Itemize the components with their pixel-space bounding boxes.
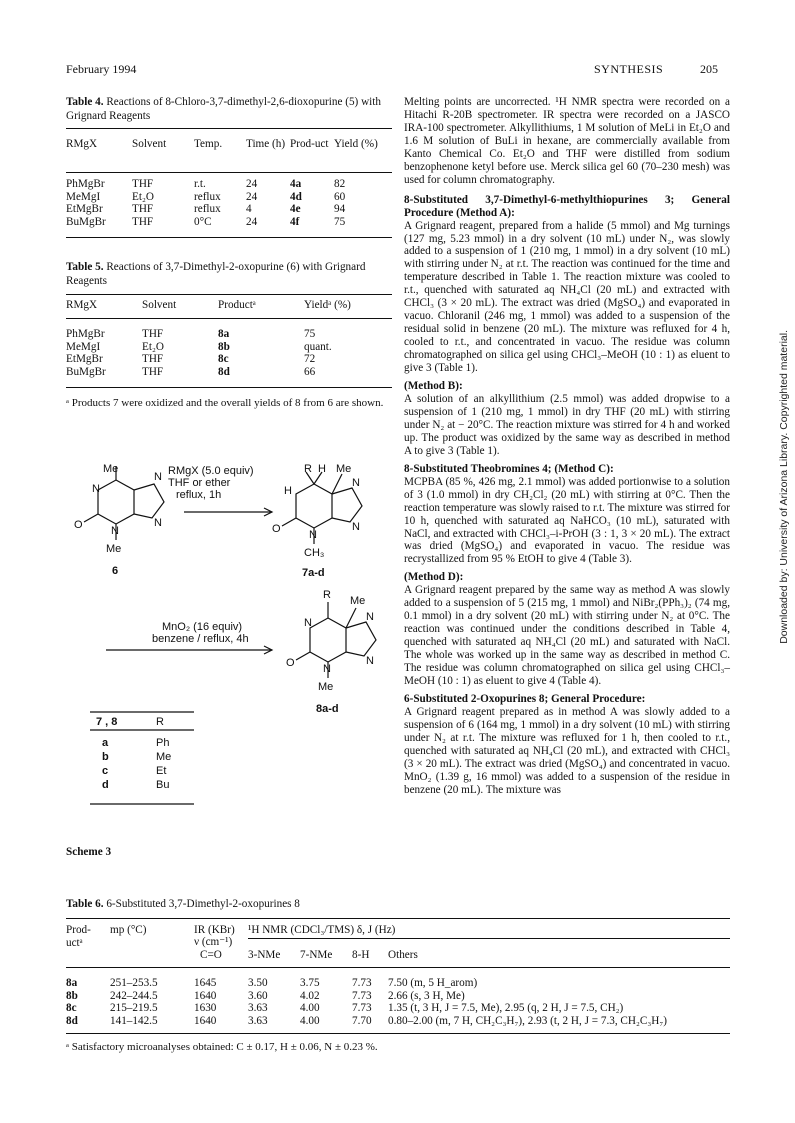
table6-cell: 7.73 bbox=[352, 977, 372, 989]
c8-me: Me bbox=[350, 595, 366, 607]
c6-n1: N bbox=[92, 483, 100, 495]
table4-header-row bbox=[66, 138, 392, 151]
table4-cell: THF bbox=[132, 178, 154, 190]
table6-top-rule bbox=[66, 918, 730, 919]
c8-o: O bbox=[286, 657, 295, 669]
table6-cell: 4.02 bbox=[300, 989, 320, 1002]
table5-col-rmgx: RMgX bbox=[66, 299, 98, 311]
table5-body bbox=[66, 328, 392, 378]
table6-cell: 7.73 bbox=[352, 989, 372, 1002]
table5-cell: PhMgBr bbox=[66, 328, 105, 340]
table5-cell: 72 bbox=[304, 353, 316, 366]
legend-key: a bbox=[102, 737, 109, 749]
table6-col-ir-sub: C=O bbox=[200, 949, 222, 961]
table6-cell: 251–253.5 bbox=[110, 977, 158, 989]
c7-h: H bbox=[318, 463, 326, 475]
table6-cell: 8b bbox=[66, 989, 78, 1002]
c8-n1: N bbox=[304, 617, 312, 629]
table6-cell: 4.00 bbox=[300, 1014, 320, 1027]
c6-n9: N bbox=[154, 517, 162, 529]
table6-cell: 7.50 (m, 5 H_arom) bbox=[388, 977, 478, 989]
compound-7-label: 7a-d bbox=[302, 567, 325, 579]
table4-cell: 4f bbox=[290, 215, 300, 228]
table5-cell: quant. bbox=[304, 340, 332, 353]
table5-col-product: Productᵃ bbox=[218, 299, 256, 311]
table4-col-temp: Temp. bbox=[194, 138, 223, 150]
c7-me: Me bbox=[336, 463, 352, 475]
table6-bottom-rule bbox=[66, 1033, 730, 1034]
table6-col-mp: mp (°C) bbox=[110, 924, 147, 936]
table4-cell: r.t. bbox=[194, 178, 206, 190]
table4-top-rule bbox=[66, 128, 392, 129]
table4-cell: 4a bbox=[290, 178, 302, 190]
table6-cell: 0.80–2.00 (m, 7 H, CH₂C₃H₇), 2.93 (t, 2 H, J = 7.3, CH₂C₃H₇) bbox=[388, 1014, 667, 1027]
c6-me-bottom: Me bbox=[106, 543, 122, 555]
c7-ch3: CH₃ bbox=[304, 547, 325, 559]
c6-n3: N bbox=[111, 525, 119, 537]
table4-cell: THF bbox=[132, 203, 154, 216]
table5-cell: 8d bbox=[218, 365, 230, 378]
table5-bottom-rule bbox=[66, 387, 392, 388]
table5-cell: 8a bbox=[218, 328, 230, 340]
table6-cell: 3.60 bbox=[248, 989, 268, 1002]
table5-label: Table 5. bbox=[66, 261, 104, 273]
table5-cell: 8b bbox=[218, 340, 230, 353]
c7-o: O bbox=[272, 523, 281, 535]
table4-cell: EtMgBr bbox=[66, 203, 103, 216]
legend-value: Et bbox=[156, 765, 167, 777]
reagent2-line2: benzene / reflux, 4h bbox=[152, 633, 249, 645]
table4 bbox=[66, 138, 392, 151]
table6-cell: 1.35 (t, 3 H, J = 7.5, Me), 2.95 (q, 2 H, J = 7.5, CH₂) bbox=[388, 1002, 624, 1015]
table6-cell: 3.63 bbox=[248, 1002, 268, 1015]
table4-cell: 24 bbox=[246, 178, 258, 190]
table6-cell: 3.75 bbox=[300, 977, 320, 989]
table-row bbox=[66, 353, 392, 366]
page-number: 205 bbox=[700, 62, 718, 76]
table6-cell: 8d bbox=[66, 1014, 78, 1027]
table4-col-yield: Yield (%) bbox=[334, 138, 378, 150]
table-row bbox=[66, 341, 392, 354]
table5-cell: EtMgBr bbox=[66, 353, 103, 366]
compound-6-label: 6 bbox=[112, 565, 119, 577]
legend-col2: R bbox=[156, 716, 164, 728]
table6-cell: 8a bbox=[66, 977, 78, 989]
table5-cell: THF bbox=[142, 365, 164, 378]
table4-cell: 82 bbox=[334, 178, 346, 190]
table5-title: Reactions of 3,7-Dimethyl-2-oxopurine (6) with Grignard Reagents bbox=[66, 261, 366, 287]
table6-cell: 2.66 (s, 3 H, Me) bbox=[388, 989, 465, 1002]
table6-cell: 3.50 bbox=[248, 977, 268, 989]
table6-cell: 242–244.5 bbox=[110, 989, 158, 1002]
table-row bbox=[66, 328, 392, 341]
legend-value: Bu bbox=[156, 779, 170, 791]
paragraph-method-c: MCPBA (85 %, 426 mg, 2.1 mmol) was added portionwise to a solution of 3 (1.0 mmol) in dry CH₂Cl₂ (20 mL) with stirring at 0°C. Then the reaction temperature was slowly raised to r.t. The mixture was stirred for 10 h, quenched with saturated aq NaHCO₃ (10 mL), saturated with NaCl, and extracted with CHCl₃–i-PrOH (3 : 1, 3 × 20 mL). The extract was dried (MgSO₄) and evaporated in vacuo. The residue was recrystallized from 95 % EtOH to give 4 (Table 3). bbox=[404, 475, 730, 566]
table6-mid-rule bbox=[66, 967, 730, 968]
table6-col-others: Others bbox=[388, 949, 418, 961]
table5 bbox=[66, 299, 392, 312]
table4-col-rmgx: RMgX bbox=[66, 138, 98, 150]
download-notice: Downloaded by: University of Arizona Library. Copyrighted material. bbox=[778, 330, 790, 644]
heading-method-a: 8-Substituted 3,7-Dimethyl-6-methylthiopurines 3; General Procedure (Method A): bbox=[404, 193, 730, 219]
table5-caption bbox=[66, 261, 396, 288]
reagent1-line3: reflux, 1h bbox=[176, 489, 222, 501]
c6-n7: N bbox=[154, 471, 162, 483]
table5-cell: MeMgI bbox=[66, 340, 101, 353]
table6-cell: 4.00 bbox=[300, 1002, 320, 1015]
table4-cell: 4d bbox=[290, 190, 302, 203]
table6-col-8h: 8-H bbox=[352, 949, 370, 961]
legend-rows bbox=[102, 737, 171, 791]
c7-n9: N bbox=[352, 521, 360, 533]
c6-me-top: Me bbox=[103, 463, 119, 475]
table4-cell: reflux bbox=[194, 190, 221, 203]
table6-label: Table 6. bbox=[66, 898, 104, 910]
table4-cell: 4e bbox=[290, 203, 301, 216]
reagent2-line1: MnO₂ (16 equiv) bbox=[162, 621, 243, 633]
table4-cell: 24 bbox=[246, 215, 258, 228]
paragraph-method-a: A Grignard reagent, prepared from a halide (5 mmol) and Mg turnings (127 mg, 5.23 mmol) in a dry solvent (10 mL) under N₂, was slowly added to a suspension of 1 (210 mg, 1 mmol) in a dry solvent (10 mL) with stirring under N₂ at r.t. The reaction was continued for the time and temperature described in Table 1. The reaction mixture was cooled to r.t., quenched with saturated aq NH₄Cl (20 mL) and extracted with CHCl₃ (3 × 20 mL). The extract was dried (MgSO₄) and evaporated in vacuo. Chloranil (246 mg, 1 mmol) was added to a suspension of the residual solid in benzene (20 mL). The mixture was refluxed for 4 h, cooled to r.t., and concentrated in vacuo. The residue was column chromatographed on silica gel using CHCl₃–MeOH (10 : 1) as eluent to give 3 (Table 1). bbox=[404, 219, 730, 375]
c8-n3: N bbox=[323, 663, 331, 675]
scheme-label: Scheme 3 bbox=[66, 846, 112, 858]
heading-method-c: 8-Substituted Theobromines 4; (Method C): bbox=[404, 462, 614, 475]
table4-cell: 94 bbox=[334, 203, 346, 216]
heading-method-d: (Method D): bbox=[404, 571, 464, 584]
table5-top-rule bbox=[66, 294, 392, 295]
table4-cell: THF bbox=[132, 215, 154, 228]
table6-cell: 3.63 bbox=[248, 1014, 268, 1027]
table4-body bbox=[66, 178, 392, 228]
experimental-intro: Melting points are uncorrected. ¹H NMR spectra were recorded on a Hitachi R-20B spectrometer. IR spectra were recorded on a JASCO IRA-100 spectrometer. Alkyllithiums, 1 M solution of MeLi in Et₂O and 1.6 M solution of BuLi in hexane, are commercially available from Kanto Chemical Co. Et₂O and THF were distilled from sodium benzophenone ketyl before use. Merck silica gel 60 (70–230 mesh) was used for column chromatography. bbox=[404, 96, 730, 186]
table-row bbox=[66, 178, 392, 191]
table6-cell: 1645 bbox=[194, 977, 217, 989]
table6-col-ir: IR (KBr) bbox=[194, 924, 235, 936]
table4-cell: 24 bbox=[246, 190, 258, 203]
table4-cell: reflux bbox=[194, 203, 221, 216]
table6-nmr-rule bbox=[248, 938, 730, 939]
table-row bbox=[66, 191, 392, 204]
table6-cell: 1640 bbox=[194, 1014, 217, 1027]
c6-o: O bbox=[74, 519, 83, 531]
table4-label: Table 4. bbox=[66, 96, 104, 108]
table4-bottom-rule bbox=[66, 237, 392, 238]
table5-cell: BuMgBr bbox=[66, 365, 106, 378]
legend-col1: 7 , 8 bbox=[96, 716, 118, 728]
table5-mid-rule bbox=[66, 318, 392, 319]
right-column bbox=[404, 96, 730, 797]
table6-footnote: ᵃ Satisfactory microanalyses obtained: C ± 0.17, H ± 0.06, N ± 0.23 %. bbox=[66, 1041, 378, 1053]
table5-cell: 75 bbox=[304, 328, 316, 340]
table4-cell: 4 bbox=[246, 203, 252, 216]
legend-value: Me bbox=[156, 751, 172, 763]
table4-cell: 0°C bbox=[194, 215, 212, 228]
table6-col-ir-unit: ν (cm⁻¹) bbox=[194, 936, 233, 948]
table5-cell: THF bbox=[142, 353, 164, 366]
table-row bbox=[66, 366, 392, 379]
paragraph-method-b: A solution of an alkyllithium (2.5 mmol) was added dropwise to a suspension of 1 (210 mg, 1 mmol) in dry THF (20 mL) with stirring under N₂ at − 20°C. The reaction mixture was stirred for 4 h and worked up. The product was oxidized by the same way as described in method A to give 3 (Table 1). bbox=[404, 392, 730, 457]
table6-cell: 8c bbox=[66, 1002, 77, 1015]
scheme-3-diagram bbox=[66, 460, 396, 860]
table6-title: 6-Substituted 3,7-Dimethyl-2-oxopurines 8 bbox=[106, 898, 300, 910]
c8-me-bottom: Me bbox=[318, 681, 334, 693]
table5-cell: 8c bbox=[218, 353, 229, 366]
table4-cell: Et₂O bbox=[132, 190, 154, 203]
table-row bbox=[66, 203, 392, 216]
legend-key: d bbox=[102, 779, 109, 791]
c7-hn: H bbox=[284, 485, 292, 497]
table6-cell: 1640 bbox=[194, 989, 217, 1002]
table6-col-product: Prod-uctᵃ bbox=[66, 924, 91, 949]
table5-col-solvent: Solvent bbox=[142, 299, 177, 311]
table6-cell: 7.70 bbox=[352, 1014, 372, 1027]
compound-8-label: 8a-d bbox=[316, 703, 339, 715]
table4-col-product: Prod-uct bbox=[290, 138, 329, 150]
c7-r: R bbox=[304, 463, 312, 475]
table5-cell: Et₂O bbox=[142, 340, 164, 353]
table6-col-nmr: ¹H NMR (CDCl₃/TMS) δ, J (Hz) bbox=[248, 924, 396, 936]
table5-col-yield: Yieldᵃ (%) bbox=[304, 299, 351, 311]
table5-cell: 66 bbox=[304, 365, 316, 378]
c8-n7: N bbox=[366, 611, 374, 623]
table-row bbox=[66, 216, 392, 229]
table5-header-row bbox=[66, 299, 392, 312]
journal-name: SYNTHESIS bbox=[594, 62, 664, 76]
table4-cell: BuMgBr bbox=[66, 215, 106, 228]
table6-cell: 7.73 bbox=[352, 1002, 372, 1015]
table5-footnote: ᵃ Products 7 were oxidized and the overall yields of 8 from 6 are shown. bbox=[66, 397, 384, 409]
table4-cell: 60 bbox=[334, 190, 346, 203]
table4-cell: PhMgBr bbox=[66, 178, 105, 190]
paragraph-oxopurines: A Grignard reagent prepared as in method A was slowly added to a suspension of 6 (164 mg, 1 mmol) in a dry solvent (10 mL) with stirring under N₂ at r.t. The mixture was refluxed for 1 h, then cooled to r.t., quenched with saturated aq NH₄Cl (20 mL), and extracted with CHCl₃ (3 × 20 mL). The extract was dried (MgSO₄) and concentrated in vacuo. MnO₂ (1.39 g, 16 mmol) was added to a suspension of the residue in benzene (20 mL). The mixture was bbox=[404, 705, 730, 796]
table4-cell: 75 bbox=[334, 215, 346, 228]
table4-mid-rule bbox=[66, 172, 392, 173]
page-date: February 1994 bbox=[66, 62, 137, 76]
c8-r: R bbox=[323, 589, 331, 601]
c7-n3: N bbox=[309, 529, 317, 541]
legend-key: b bbox=[102, 751, 109, 763]
c7-n7: N bbox=[352, 477, 360, 489]
heading-method-b: (Method B): bbox=[404, 380, 463, 393]
paragraph-method-d: A Grignard reagent prepared by the same way as method A was slowly added to a suspension of 5 (215 mg, 1 mmol) and NiBr₂(PPh₃)₂ (74 mg, 0.1 mmol) in a dry solvent (20 mL) with stirring under N₂ at 0°C. The reaction was continued under the conditions described in Table 4, quenched with saturated aq NH₄Cl (20 mL) and saturated with NaCl. The whole was worked up in the same way as described in method C. The residue was column chromatographed on silica gel using CHCl₃–MeOH (10 : 1) as eluent to give 4 (Table 4). bbox=[404, 584, 730, 687]
table6-cell: 141–142.5 bbox=[110, 1014, 158, 1027]
table5-cell: THF bbox=[142, 328, 164, 340]
table6-caption bbox=[66, 898, 300, 912]
table4-col-solvent: Solvent bbox=[132, 138, 167, 150]
table4-caption bbox=[66, 96, 396, 123]
table6-cell: 215–219.5 bbox=[110, 1002, 158, 1015]
table6-col-7nme: 7-NMe bbox=[300, 949, 333, 961]
table4-title: Reactions of 8-Chloro-3,7-dimethyl-2,6-dioxopurine (5) with Grignard Reagents bbox=[66, 96, 381, 122]
heading-oxopurines: 6-Substituted 2-Oxopurines 8; General Procedure: bbox=[404, 692, 646, 705]
legend-value: Ph bbox=[156, 737, 170, 749]
table4-cell: MeMgI bbox=[66, 190, 101, 203]
legend-key: c bbox=[102, 765, 109, 777]
c8-n9: N bbox=[366, 655, 374, 667]
table4-col-time: Time (h) bbox=[246, 138, 286, 150]
table6-cell: 1630 bbox=[194, 1002, 217, 1015]
table6-col-3nme: 3-NMe bbox=[248, 949, 281, 961]
reagent1-line1: RMgX (5.0 equiv) bbox=[168, 465, 254, 477]
reagent1-line2: THF or ether bbox=[168, 477, 231, 489]
